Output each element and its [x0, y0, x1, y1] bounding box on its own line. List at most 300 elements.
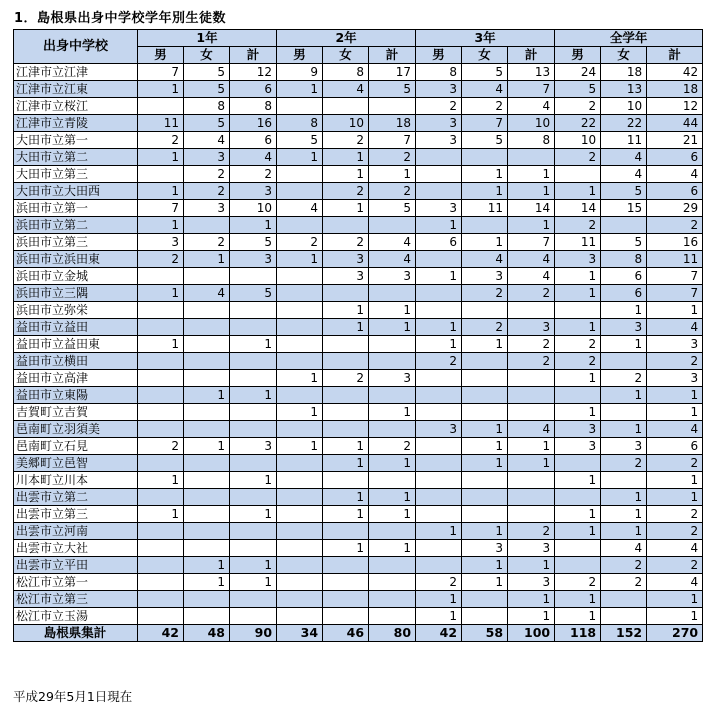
table-row: [14, 353, 703, 370]
count-cell: [277, 285, 323, 302]
count-cell: 1: [416, 268, 462, 285]
count-cell: 1: [369, 404, 416, 421]
count-cell: 1: [230, 506, 277, 523]
count-cell: 1: [277, 438, 323, 455]
count-cell: 42: [138, 625, 184, 642]
count-cell: 2: [138, 132, 184, 149]
count-cell: 2: [555, 574, 601, 591]
count-cell: [462, 404, 508, 421]
count-cell: [184, 217, 230, 234]
table-row: [14, 523, 703, 540]
school-name: 松江市立第一: [14, 574, 138, 591]
count-cell: 3: [369, 370, 416, 387]
count-cell: [508, 149, 555, 166]
count-cell: 11: [138, 115, 184, 132]
male-header: 男: [416, 47, 462, 64]
count-cell: 1: [138, 217, 184, 234]
count-cell: 4: [462, 251, 508, 268]
table-row: [14, 251, 703, 268]
school-name: 大田市立第三: [14, 166, 138, 183]
count-cell: [138, 353, 184, 370]
count-cell: [323, 574, 369, 591]
count-cell: 12: [647, 98, 703, 115]
table-row: [14, 319, 703, 336]
count-cell: 1: [416, 319, 462, 336]
count-cell: [323, 217, 369, 234]
count-cell: 44: [647, 115, 703, 132]
count-cell: 7: [647, 268, 703, 285]
count-cell: [601, 608, 647, 625]
count-cell: [416, 370, 462, 387]
count-cell: 4: [601, 149, 647, 166]
count-cell: 17: [369, 64, 416, 81]
count-cell: 1: [508, 455, 555, 472]
count-cell: [323, 98, 369, 115]
count-cell: 3: [230, 183, 277, 200]
count-cell: 2: [416, 353, 462, 370]
count-cell: 6: [416, 234, 462, 251]
count-cell: 1: [323, 200, 369, 217]
table-row: [14, 234, 703, 251]
count-cell: 1: [184, 387, 230, 404]
school-name: 邑南町立石見: [14, 438, 138, 455]
count-cell: 5: [277, 132, 323, 149]
count-cell: 1: [369, 319, 416, 336]
count-cell: 6: [230, 132, 277, 149]
count-cell: 1: [462, 557, 508, 574]
count-cell: 1: [508, 438, 555, 455]
count-cell: 11: [555, 234, 601, 251]
count-cell: 8: [277, 115, 323, 132]
count-cell: [277, 421, 323, 438]
count-cell: [462, 608, 508, 625]
count-cell: 1: [462, 574, 508, 591]
count-cell: 1: [184, 574, 230, 591]
count-cell: [369, 608, 416, 625]
count-cell: [138, 608, 184, 625]
table-row: [14, 302, 703, 319]
table-row: [14, 506, 703, 523]
total-label: 島根県集計: [14, 625, 138, 642]
count-cell: 1: [323, 166, 369, 183]
count-cell: 12: [230, 64, 277, 81]
count-cell: 1: [416, 336, 462, 353]
table-row: [14, 472, 703, 489]
count-cell: [277, 591, 323, 608]
count-cell: 18: [647, 81, 703, 98]
count-cell: 4: [323, 81, 369, 98]
count-cell: 5: [184, 81, 230, 98]
count-cell: [184, 523, 230, 540]
count-cell: 3: [601, 438, 647, 455]
count-cell: [508, 472, 555, 489]
count-cell: 4: [601, 540, 647, 557]
count-cell: 1: [462, 166, 508, 183]
count-cell: 14: [508, 200, 555, 217]
count-cell: 1: [601, 387, 647, 404]
count-cell: [323, 591, 369, 608]
count-cell: [416, 540, 462, 557]
table-row: [14, 166, 703, 183]
count-cell: 42: [647, 64, 703, 81]
table-row: [14, 574, 703, 591]
count-cell: 2: [601, 557, 647, 574]
count-cell: [369, 387, 416, 404]
count-cell: 1: [369, 506, 416, 523]
count-cell: 6: [601, 268, 647, 285]
count-cell: 14: [555, 200, 601, 217]
count-cell: 1: [184, 251, 230, 268]
count-cell: 34: [277, 625, 323, 642]
count-cell: 1: [230, 387, 277, 404]
school-name: 吉賀町立吉賀: [14, 404, 138, 421]
count-cell: 6: [647, 438, 703, 455]
count-cell: 2: [555, 217, 601, 234]
count-cell: 1: [601, 421, 647, 438]
count-cell: [277, 183, 323, 200]
count-cell: [184, 455, 230, 472]
count-cell: 2: [601, 370, 647, 387]
count-cell: 3: [647, 370, 703, 387]
male-header: 男: [277, 47, 323, 64]
count-cell: [184, 302, 230, 319]
count-cell: [138, 268, 184, 285]
count-cell: 15: [601, 200, 647, 217]
count-cell: [277, 506, 323, 523]
count-cell: 270: [647, 625, 703, 642]
count-cell: [508, 302, 555, 319]
count-cell: 1: [555, 268, 601, 285]
school-name: 浜田市立第三: [14, 234, 138, 251]
count-cell: [138, 455, 184, 472]
count-cell: 3: [184, 200, 230, 217]
count-cell: 152: [601, 625, 647, 642]
count-cell: [508, 370, 555, 387]
count-cell: [277, 455, 323, 472]
count-cell: 2: [462, 285, 508, 302]
count-cell: 10: [601, 98, 647, 115]
count-cell: 1: [462, 234, 508, 251]
count-cell: [230, 455, 277, 472]
count-cell: 1: [555, 183, 601, 200]
count-cell: 4: [277, 200, 323, 217]
count-cell: [462, 217, 508, 234]
count-cell: 3: [647, 336, 703, 353]
count-cell: 5: [462, 132, 508, 149]
count-cell: [555, 540, 601, 557]
school-name: 江津市立江津: [14, 64, 138, 81]
school-name: 益田市立益田: [14, 319, 138, 336]
count-cell: [184, 370, 230, 387]
count-cell: [138, 98, 184, 115]
table-row: [14, 455, 703, 472]
table-row: [14, 217, 703, 234]
count-cell: [277, 472, 323, 489]
count-cell: [555, 455, 601, 472]
count-cell: 1: [323, 489, 369, 506]
count-cell: 16: [230, 115, 277, 132]
count-cell: 3: [138, 234, 184, 251]
count-cell: 3: [416, 115, 462, 132]
count-cell: [138, 166, 184, 183]
count-cell: [277, 319, 323, 336]
count-cell: 2: [184, 166, 230, 183]
count-cell: 10: [323, 115, 369, 132]
grade-1-header: 1年: [138, 30, 277, 47]
count-cell: [323, 608, 369, 625]
school-name: 大田市立第一: [14, 132, 138, 149]
count-cell: 1: [323, 149, 369, 166]
count-cell: 1: [323, 438, 369, 455]
count-cell: 1: [601, 489, 647, 506]
count-cell: 1: [138, 506, 184, 523]
count-cell: 3: [416, 421, 462, 438]
count-cell: 2: [369, 438, 416, 455]
count-cell: 2: [416, 574, 462, 591]
count-cell: [230, 268, 277, 285]
count-cell: 1: [277, 149, 323, 166]
count-cell: 2: [555, 98, 601, 115]
count-cell: [416, 404, 462, 421]
count-cell: 4: [647, 166, 703, 183]
count-cell: 22: [601, 115, 647, 132]
table-row: [14, 132, 703, 149]
count-cell: [462, 387, 508, 404]
count-cell: 1: [323, 319, 369, 336]
table-row: [14, 149, 703, 166]
count-cell: 3: [555, 438, 601, 455]
count-cell: 2: [138, 251, 184, 268]
count-cell: [508, 404, 555, 421]
count-cell: 1: [369, 455, 416, 472]
count-cell: [462, 149, 508, 166]
count-cell: 4: [508, 421, 555, 438]
count-cell: 1: [647, 472, 703, 489]
count-cell: 1: [277, 251, 323, 268]
count-cell: 1: [138, 81, 184, 98]
count-cell: 10: [555, 132, 601, 149]
count-cell: 1: [508, 591, 555, 608]
count-cell: 2: [647, 217, 703, 234]
count-cell: 13: [508, 64, 555, 81]
table-row: [14, 115, 703, 132]
table-row: [14, 183, 703, 200]
count-cell: [138, 421, 184, 438]
count-cell: 8: [508, 132, 555, 149]
count-cell: 5: [601, 234, 647, 251]
count-cell: [230, 540, 277, 557]
count-cell: 1: [416, 523, 462, 540]
count-cell: [230, 353, 277, 370]
school-name: 益田市立高津: [14, 370, 138, 387]
count-cell: 22: [555, 115, 601, 132]
count-cell: 5: [462, 64, 508, 81]
count-cell: 4: [647, 540, 703, 557]
table-row: [14, 387, 703, 404]
count-cell: [323, 353, 369, 370]
count-cell: 3: [416, 200, 462, 217]
table-row: [14, 81, 703, 98]
count-cell: 1: [601, 506, 647, 523]
count-cell: [416, 387, 462, 404]
count-cell: 1: [462, 523, 508, 540]
count-cell: 3: [508, 574, 555, 591]
school-name: 出雲市立第三: [14, 506, 138, 523]
school-name: 出雲市立大社: [14, 540, 138, 557]
count-cell: [416, 166, 462, 183]
count-cell: 2: [369, 183, 416, 200]
count-cell: [369, 285, 416, 302]
count-cell: [277, 489, 323, 506]
grade-3-header: 3年: [416, 30, 555, 47]
count-cell: [138, 557, 184, 574]
count-cell: 29: [647, 200, 703, 217]
count-cell: [369, 336, 416, 353]
count-cell: 1: [369, 166, 416, 183]
count-cell: [462, 489, 508, 506]
subtotal-header: 計: [230, 47, 277, 64]
school-name: 益田市立益田東: [14, 336, 138, 353]
count-cell: 2: [416, 98, 462, 115]
grade-2-header: 2年: [277, 30, 416, 47]
count-cell: 48: [184, 625, 230, 642]
count-cell: 16: [647, 234, 703, 251]
count-cell: 1: [647, 591, 703, 608]
count-cell: 80: [369, 625, 416, 642]
school-name: 益田市立東陽: [14, 387, 138, 404]
count-cell: 2: [369, 149, 416, 166]
count-cell: [323, 421, 369, 438]
count-cell: 2: [508, 336, 555, 353]
count-cell: 2: [647, 523, 703, 540]
school-name: 出雲市立河南: [14, 523, 138, 540]
count-cell: 3: [555, 421, 601, 438]
count-cell: 3: [184, 149, 230, 166]
table-row: [14, 200, 703, 217]
count-cell: 3: [369, 268, 416, 285]
count-cell: 1: [230, 336, 277, 353]
count-cell: [184, 421, 230, 438]
count-cell: 1: [230, 557, 277, 574]
count-cell: [323, 387, 369, 404]
count-cell: 5: [230, 285, 277, 302]
count-cell: 3: [601, 319, 647, 336]
count-cell: 2: [462, 319, 508, 336]
count-cell: 7: [138, 64, 184, 81]
count-cell: [138, 540, 184, 557]
page-title: 1．島根県出身中学校学年別生徒数: [14, 11, 227, 26]
count-cell: [230, 302, 277, 319]
count-cell: 2: [647, 455, 703, 472]
count-cell: [323, 557, 369, 574]
count-cell: [230, 523, 277, 540]
count-cell: [184, 472, 230, 489]
count-cell: 1: [647, 404, 703, 421]
count-cell: 1: [508, 166, 555, 183]
count-cell: 1: [601, 302, 647, 319]
count-cell: 1: [369, 302, 416, 319]
as-of-date-note: 平成29年5月1日現在: [13, 689, 133, 704]
count-cell: [323, 523, 369, 540]
count-cell: 4: [647, 319, 703, 336]
count-cell: 3: [508, 540, 555, 557]
table-row: [14, 268, 703, 285]
school-name: 浜田市立第二: [14, 217, 138, 234]
count-cell: [416, 438, 462, 455]
count-cell: [184, 540, 230, 557]
count-cell: [138, 574, 184, 591]
count-cell: [184, 608, 230, 625]
count-cell: 4: [369, 251, 416, 268]
count-cell: 9: [277, 64, 323, 81]
count-cell: 2: [138, 438, 184, 455]
count-cell: 11: [647, 251, 703, 268]
table-row: [14, 489, 703, 506]
count-cell: 1: [462, 336, 508, 353]
count-cell: 5: [369, 81, 416, 98]
count-cell: [462, 591, 508, 608]
count-cell: [277, 217, 323, 234]
count-cell: [323, 336, 369, 353]
female-header: 女: [601, 47, 647, 64]
count-cell: 10: [508, 115, 555, 132]
count-cell: 1: [601, 523, 647, 540]
count-cell: 2: [277, 234, 323, 251]
school-name: 江津市立青陵: [14, 115, 138, 132]
count-cell: [138, 302, 184, 319]
male-header: 男: [138, 47, 184, 64]
count-cell: [277, 268, 323, 285]
table-row: [14, 98, 703, 115]
count-cell: 3: [462, 540, 508, 557]
count-cell: [601, 591, 647, 608]
count-cell: 6: [230, 81, 277, 98]
count-cell: [416, 472, 462, 489]
table-row: [14, 591, 703, 608]
count-cell: 1: [230, 574, 277, 591]
count-cell: [184, 506, 230, 523]
count-cell: 1: [416, 591, 462, 608]
count-cell: 1: [462, 438, 508, 455]
count-cell: 2: [323, 132, 369, 149]
count-cell: [601, 472, 647, 489]
school-name: 浜田市立第一: [14, 200, 138, 217]
count-cell: [277, 353, 323, 370]
count-cell: 1: [462, 183, 508, 200]
count-cell: 4: [230, 149, 277, 166]
count-cell: 42: [416, 625, 462, 642]
count-cell: 1: [323, 455, 369, 472]
count-cell: [138, 404, 184, 421]
count-cell: 4: [647, 574, 703, 591]
count-cell: 2: [323, 234, 369, 251]
count-cell: [277, 302, 323, 319]
count-cell: 1: [184, 438, 230, 455]
count-cell: 1: [230, 472, 277, 489]
count-cell: 1: [323, 540, 369, 557]
count-cell: [138, 489, 184, 506]
count-cell: 2: [323, 183, 369, 200]
count-cell: [323, 472, 369, 489]
count-cell: [555, 302, 601, 319]
count-cell: 1: [416, 217, 462, 234]
table-row: [14, 557, 703, 574]
count-cell: 1: [138, 285, 184, 302]
count-cell: 1: [647, 387, 703, 404]
count-cell: [230, 421, 277, 438]
count-cell: [416, 285, 462, 302]
count-cell: [277, 574, 323, 591]
